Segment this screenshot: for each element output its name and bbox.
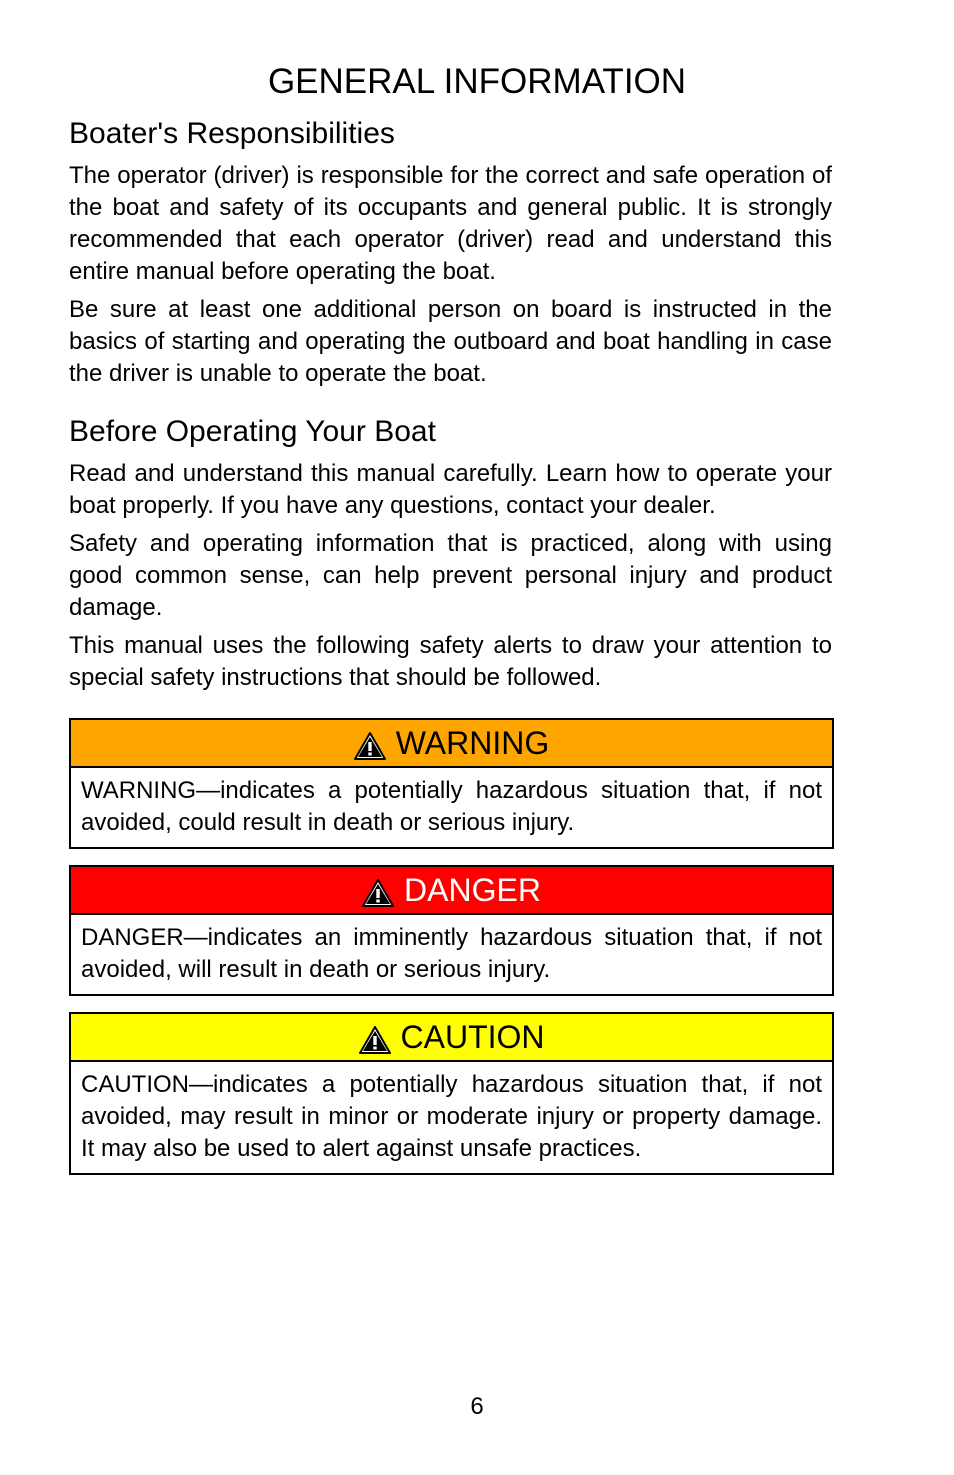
safety-alerts <box>69 718 832 1175</box>
page-number: 6 <box>470 1393 484 1420</box>
danger-alert-header <box>71 867 832 915</box>
before-operating-section <box>69 412 832 694</box>
body-paragraph: The operator (driver) is responsible for the correct and safe operation of the boat and safety of its occupants and general public. It is strongly recommended that each operator (driver) read and understand this entire manual before operating the boat. <box>69 162 832 285</box>
warning-triangle-icon <box>359 1025 391 1053</box>
caution-alert-header <box>71 1014 832 1062</box>
caution-alert-box <box>69 1012 834 1175</box>
body-paragraph: Read and understand this manual carefully. Learn how to operate your boat properly. If you have any questions, contact your dealer. <box>69 460 832 519</box>
warning-label: WARNING <box>395 724 550 761</box>
boaters-responsibilities-section <box>69 114 832 390</box>
caution-alert-text: CAUTION—indicates a potentially hazardous situation that, if not avoided, may result in minor or moderate injury or property damage. It may also be used to alert against unsafe practices. <box>81 1071 822 1162</box>
danger-label: DANGER <box>404 871 541 908</box>
caution-label: CAUTION <box>400 1018 545 1055</box>
warning-triangle-icon <box>354 731 386 759</box>
warning-triangle-icon <box>362 878 394 906</box>
danger-alert-text: DANGER—indicates an imminently hazardous situation that, if not avoided, will result in death or serious injury. <box>81 924 822 983</box>
section-heading-before-operating: Before Operating Your Boat <box>69 415 436 448</box>
page-content <box>69 114 832 1191</box>
section-heading-boaters-responsibilities: Boater's Responsibilities <box>69 117 395 150</box>
body-paragraph: This manual uses the following safety alerts to draw your attention to special safety instructions that should be followed. <box>69 632 832 691</box>
page-title: GENERAL INFORMATION <box>267 62 687 101</box>
danger-alert-box <box>69 865 834 996</box>
warning-alert-header <box>71 720 832 768</box>
warning-alert-box <box>69 718 834 849</box>
body-paragraph: Safety and operating information that is practiced, along with using good common sense, can help prevent personal injury and product damage. <box>69 530 832 621</box>
warning-alert-text: WARNING—indicates a potentially hazardous situation that, if not avoided, could result in death or serious injury. <box>81 777 822 836</box>
body-paragraph: Be sure at least one additional person on board is instructed in the basics of starting and operating the outboard and boat handling in case the driver is unable to operate the boat. <box>69 296 832 387</box>
